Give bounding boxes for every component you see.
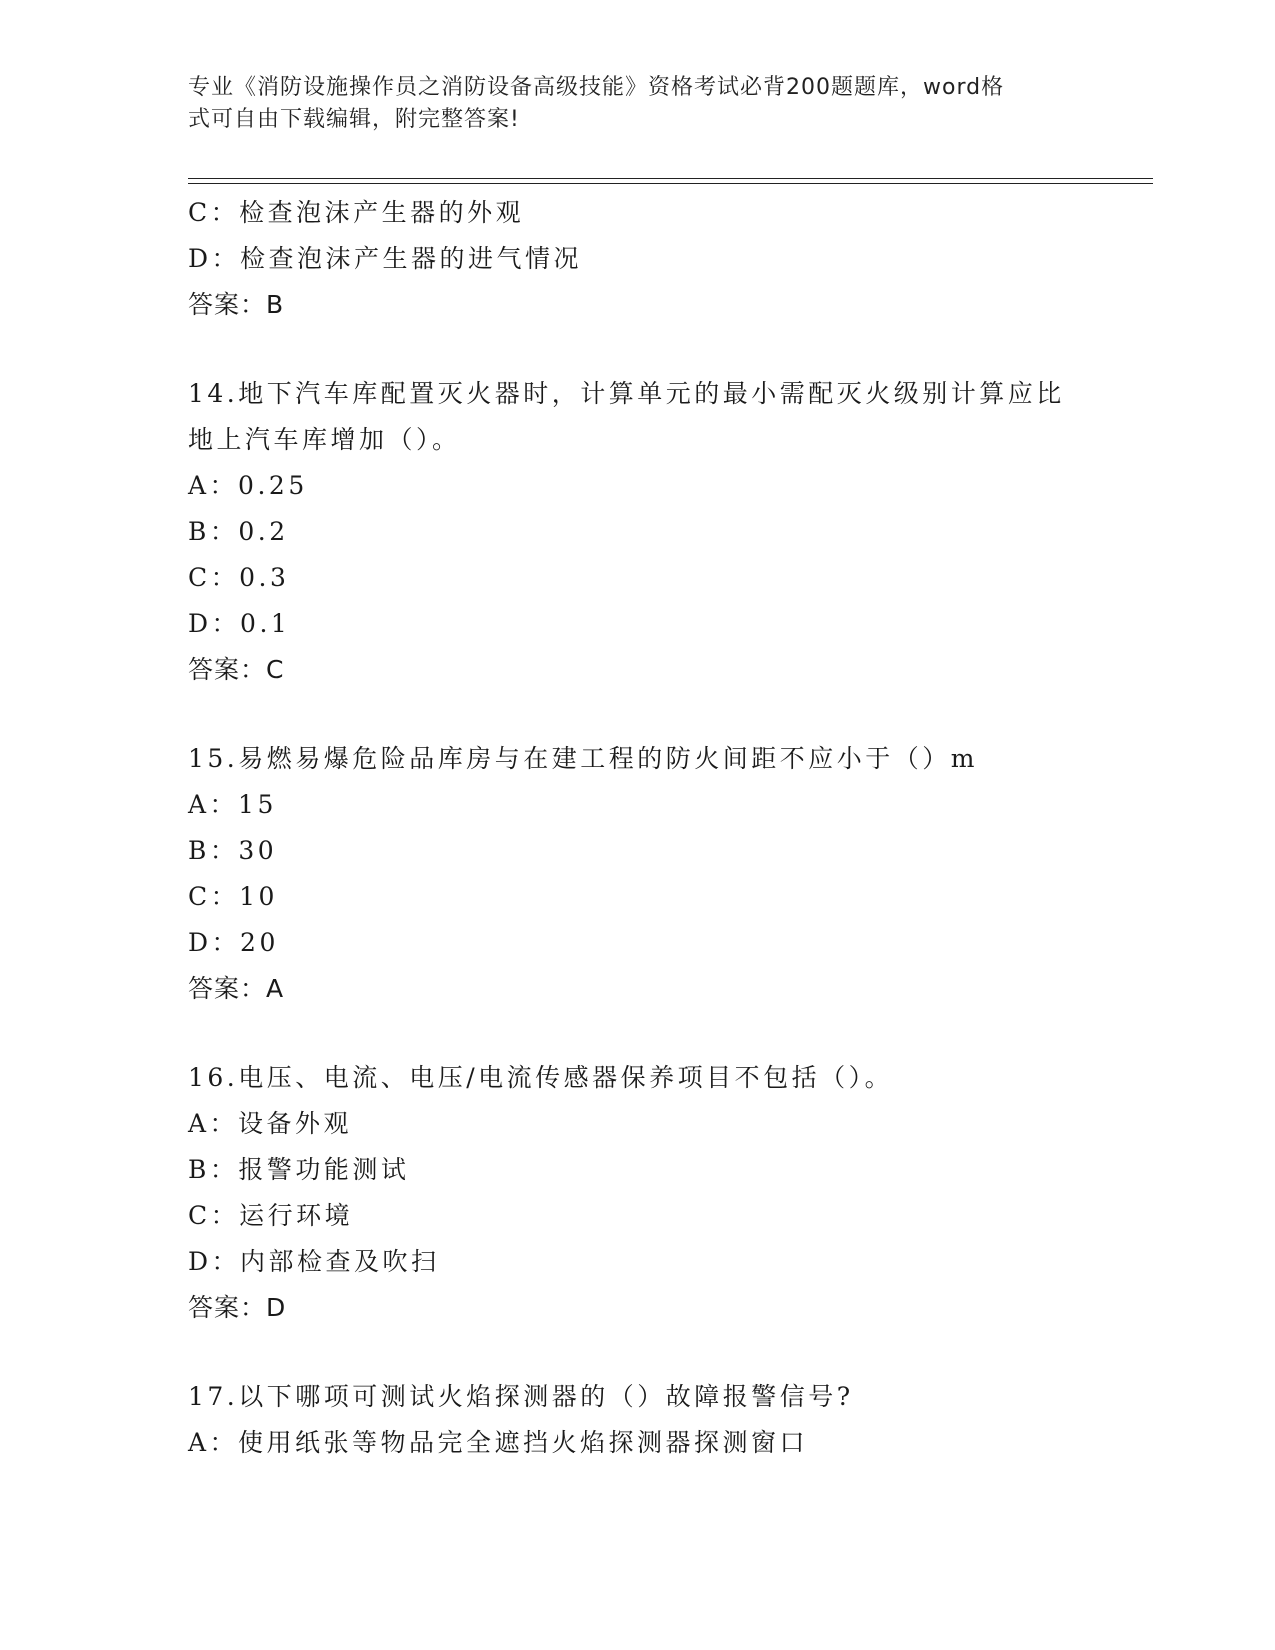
question-stem: 14.地下汽车库配置灭火器时，计算单元的最小需配灭火级别计算应比 <box>188 379 1065 408</box>
question-stem: 15.易燃易爆危险品库房与在建工程的防火间距不应小于（）m <box>188 744 978 773</box>
option-c: C：检查泡沫产生器的外观 <box>188 198 525 227</box>
option-a: A：使用纸张等物品完全遮挡火焰探测器探测窗口 <box>188 1428 809 1457</box>
option-c: C：10 <box>188 882 278 911</box>
header-rule-bottom <box>188 183 1153 184</box>
question-14 <box>188 371 1153 693</box>
question-13-continued <box>188 190 1153 328</box>
answer-line: 答案：C <box>188 655 285 684</box>
header-rule-top <box>188 178 1153 179</box>
option-d: D：0.1 <box>188 609 291 638</box>
answer-line: 答案：D <box>188 1293 287 1322</box>
option-d: D：内部检查及吹扫 <box>188 1247 440 1276</box>
question-stem: 地上汽车库增加（）。 <box>188 425 461 454</box>
header-line-2: 式可自由下载编辑，附完整答案! <box>188 107 520 132</box>
question-15 <box>188 736 1153 1012</box>
document-header <box>188 72 1068 136</box>
option-d: D：检查泡沫产生器的进气情况 <box>188 244 583 273</box>
option-a: A：15 <box>188 790 277 819</box>
answer-line: 答案：B <box>188 290 285 319</box>
option-c: C：运行环境 <box>188 1201 354 1230</box>
question-17 <box>188 1374 1153 1466</box>
option-d: D：20 <box>188 928 279 957</box>
option-b: B：0.2 <box>188 517 289 546</box>
option-b: B：报警功能测试 <box>188 1155 410 1184</box>
question-list <box>188 190 1153 1466</box>
option-a: A：设备外观 <box>188 1109 353 1138</box>
option-a: A：0.25 <box>188 471 308 500</box>
question-16 <box>188 1055 1153 1331</box>
option-c: C：0.3 <box>188 563 290 592</box>
answer-line: 答案：A <box>188 974 285 1003</box>
question-stem: 16.电压、电流、电压/电流传感器保养项目不包括（）。 <box>188 1063 894 1092</box>
header-line-1: 专业《消防设施操作员之消防设备高级技能》资格考试必背200题题库，word格 <box>188 75 1005 100</box>
option-b: B：30 <box>188 836 278 865</box>
question-stem: 17.以下哪项可测试火焰探测器的（）故障报警信号? <box>188 1382 854 1411</box>
